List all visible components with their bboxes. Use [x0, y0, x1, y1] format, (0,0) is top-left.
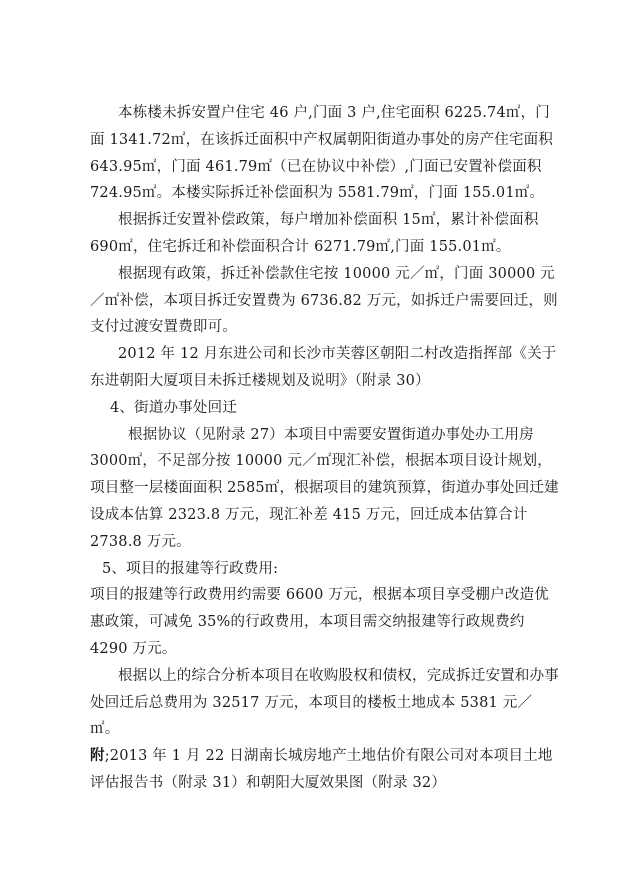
paragraph-compensation-policy: 根据拆迁安置补偿政策，每户增加补偿面积 15㎡，累计补偿面积 690㎡，住宅拆迁和补偿面积合计 6271.79㎡,门面 155.01㎡。	[90, 212, 539, 255]
appendix-paragraph	[90, 743, 560, 797]
appendix-label: 附	[90, 747, 105, 765]
appendix-text: ;2013 年 1 月 22 日湖南长城房地产土地估价有限公司对本项目土地评估报告书（附录 31）和朝阳大厦效果图（附录 32）	[90, 748, 553, 791]
paragraph-compensation-price: 根据现有政策，拆迁补偿款住宅按 10000 元／㎡，门面 30000 元／㎡补偿，本项目拆迁安置费为 6736.82 万元，如拆迁户需要回迁，则支付过渡安置费即可。	[90, 265, 558, 336]
section-5-body: 项目的报建等行政费用约需要 6600 万元，根据本项目享受棚户改造优惠政策，可减免 35%的行政费用，本项目需交纳报建等行政规费约 4290 万元。	[90, 587, 549, 657]
section-4-body: 根据协议（见附录 27）本项目中需要安置街道办事处办工用房 3000㎡，不足部分按 10000 元／㎡现汇补偿，根据本项目设计规划，项目整一层楼面面积 2585㎡，根据项目的建筑预算，街道办事处回迁建设成本估算 2323.8 万元，现汇补差 415 万元，回迁成本估算合计 2738.8 万元。	[90, 426, 559, 550]
section-4-heading: 4、街道办事处回迁	[110, 399, 238, 416]
summary-paragraph: 根据以上的综合分析本项目在收购股权和债权，完成拆迁安置和办事处回迁后总费用为 32517 万元，本项目的楼板土地成本 5381 元／㎡。	[90, 667, 559, 738]
section-5-heading: 5、项目的报建等行政费用:	[102, 560, 279, 577]
paragraph-planning-reference: 2012 年 12 月东进公司和长沙市芙蓉区朝阳二村改造指挥部《关于东进朝阳大厦项目未拆迁楼规划及说明》（附录 30）	[90, 346, 557, 389]
paragraph-unrelocated-households: 本栋楼未拆安置户住宅 46 户,门面 3 户,住宅面积 6225.74㎡，门面 1341.72㎡，在该拆迁面积中产权属朝阳街道办事处的房产住宅面积 643.95㎡，门面 461.79㎡（已在协议中补偿）,门面已安置补偿面积 724.95㎡。本楼实际拆迁补偿面积为 5581.79㎡，门面 155.01㎡。	[90, 105, 554, 202]
document-body	[90, 100, 560, 797]
